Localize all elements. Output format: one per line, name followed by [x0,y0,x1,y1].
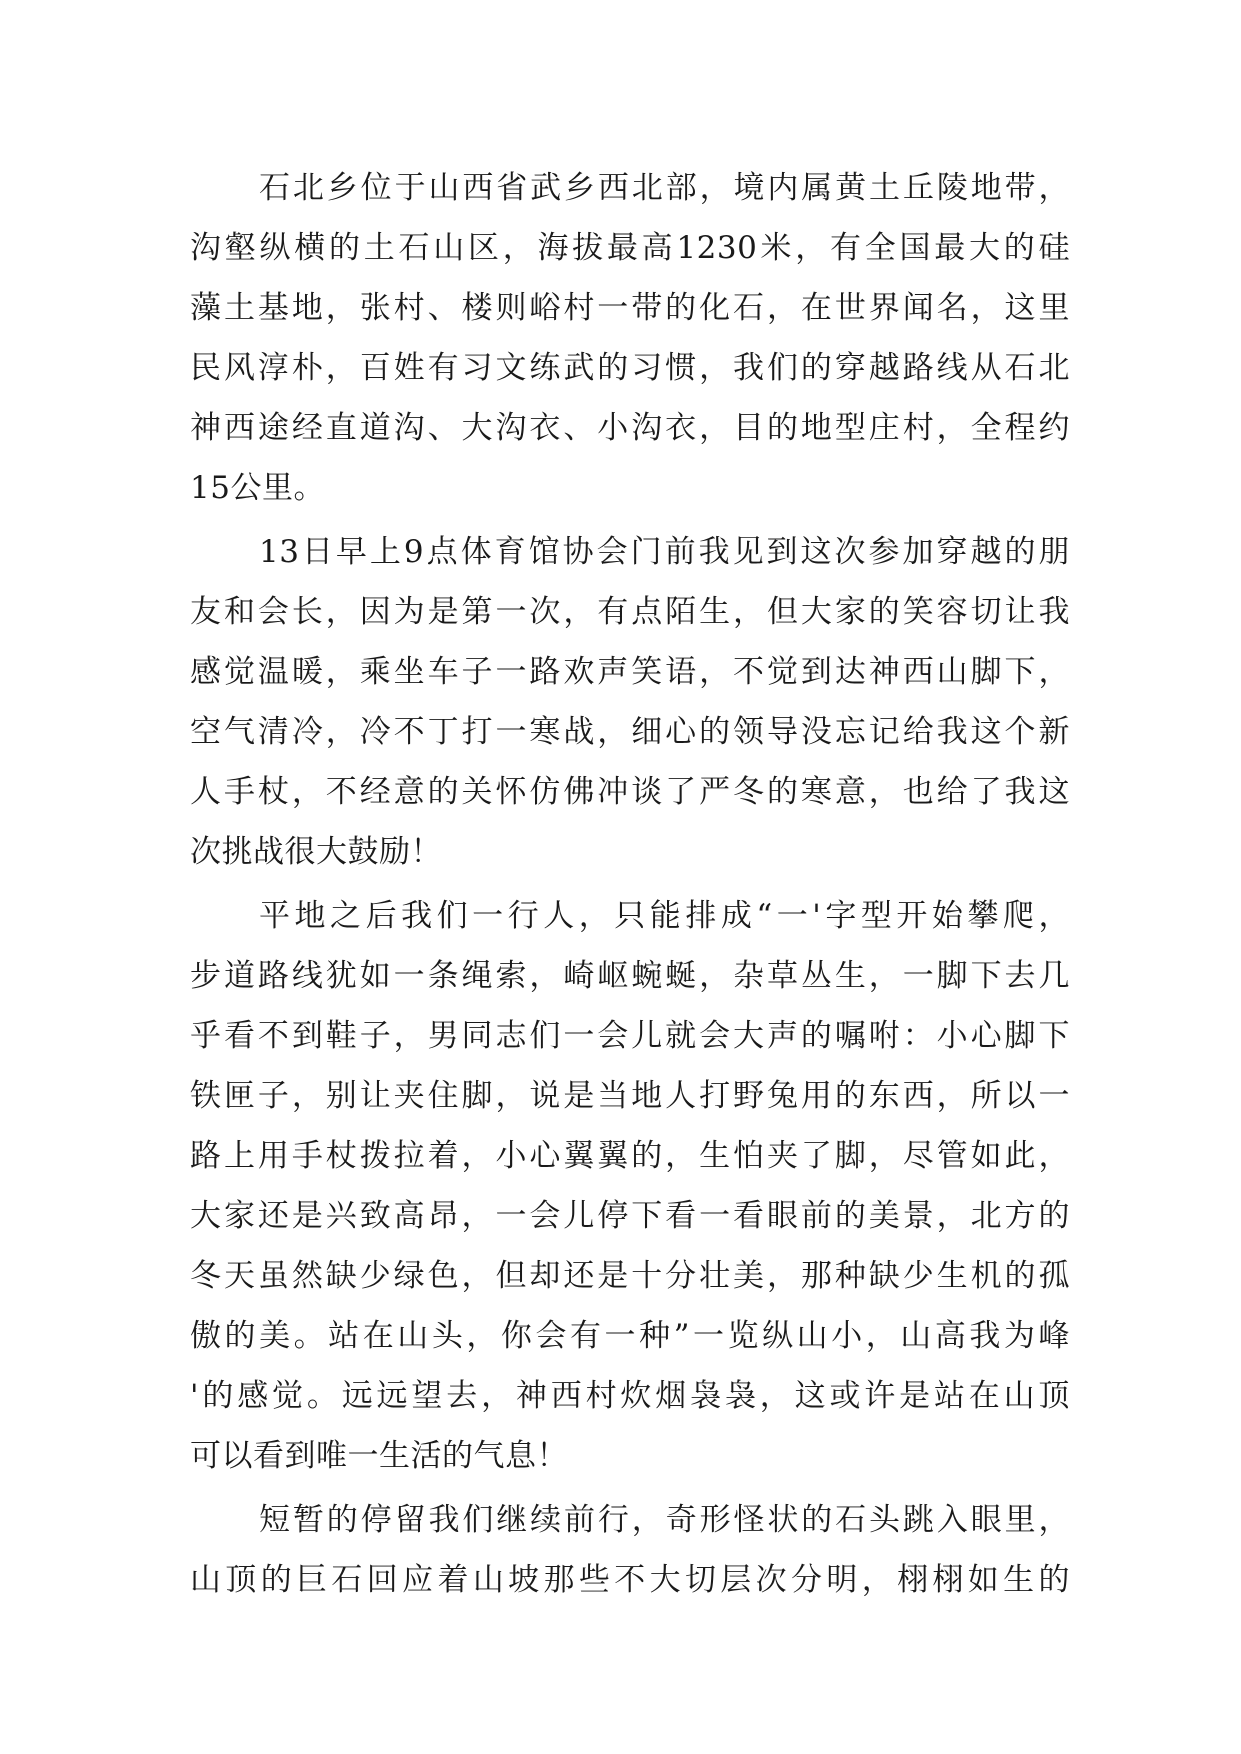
text-line: 沟壑纵横的土石山区，海拔最高1230米，有全国最大的硅 [190,230,1070,266]
text-line: 人手杖，不经意的关怀仿佛冲谈了严冬的寒意，也给了我这 [190,774,1070,810]
text-line: 山顶的巨石回应着山坡那些不大切层次分明，栩栩如生的 [190,1562,1070,1598]
text-line: 平地之后我们一行人，只能排成“一'字型开始攀爬， [259,898,1070,934]
document-body [190,158,1070,1610]
text-line: 大家还是兴致高昂，一会儿停下看一看眼前的美景，北方的 [190,1198,1070,1234]
text-line: 次挑战很大鼓励！ [190,834,442,870]
paragraph [190,886,1070,1486]
paragraph [190,158,1070,518]
text-line: 步道路线犹如一条绳索，崎岖蜿蜒，杂草丛生，一脚下去几 [190,958,1070,994]
text-line: 短暂的停留我们继续前行，奇形怪状的石头跳入眼里， [259,1502,1070,1538]
text-line: 友和会长，因为是第一次，有点陌生，但大家的笑容切让我 [190,594,1070,630]
paragraph [190,1490,1070,1610]
text-line: 路上用手杖拨拉着，小心翼翼的，生怕夹了脚，尽管如此， [190,1138,1070,1174]
text-line: 13日早上9点体育馆协会门前我见到这次参加穿越的朋 [259,534,1070,570]
text-line: 15公里。 [190,470,325,506]
text-line: 铁匣子，别让夹住脚，说是当地人打野兔用的东西，所以一 [190,1078,1070,1114]
text-line: 傲的美。站在山头，你会有一种”一览纵山小，山高我为峰 [190,1318,1070,1354]
text-line: 神西途经直道沟、大沟衣、小沟衣，目的地型庄村，全程约 [190,410,1070,446]
text-line: 藻土基地，张村、楼则峪村一带的化石，在世界闻名，这里 [190,290,1070,326]
text-line: 乎看不到鞋子，男同志们一会儿就会大声的嘱咐：小心脚下 [190,1018,1070,1054]
text-line: 可以看到唯一生活的气息！ [190,1438,568,1474]
text-line: 感觉温暖，乘坐车子一路欢声笑语，不觉到达神西山脚下， [190,654,1070,690]
text-line: 石北乡位于山西省武乡西北部，境内属黄土丘陵地带， [259,170,1070,206]
text-line: '的感觉。远远望去，神西村炊烟袅袅，这或许是站在山顶 [190,1378,1070,1414]
text-line: 冬天虽然缺少绿色，但却还是十分壮美，那种缺少生机的孤 [190,1258,1070,1294]
text-line: 空气清冷，冷不丁打一寒战，细心的领导没忘记给我这个新 [190,714,1070,750]
paragraph [190,522,1070,882]
text-line: 民风淳朴，百姓有习文练武的习惯，我们的穿越路线从石北 [190,350,1070,386]
